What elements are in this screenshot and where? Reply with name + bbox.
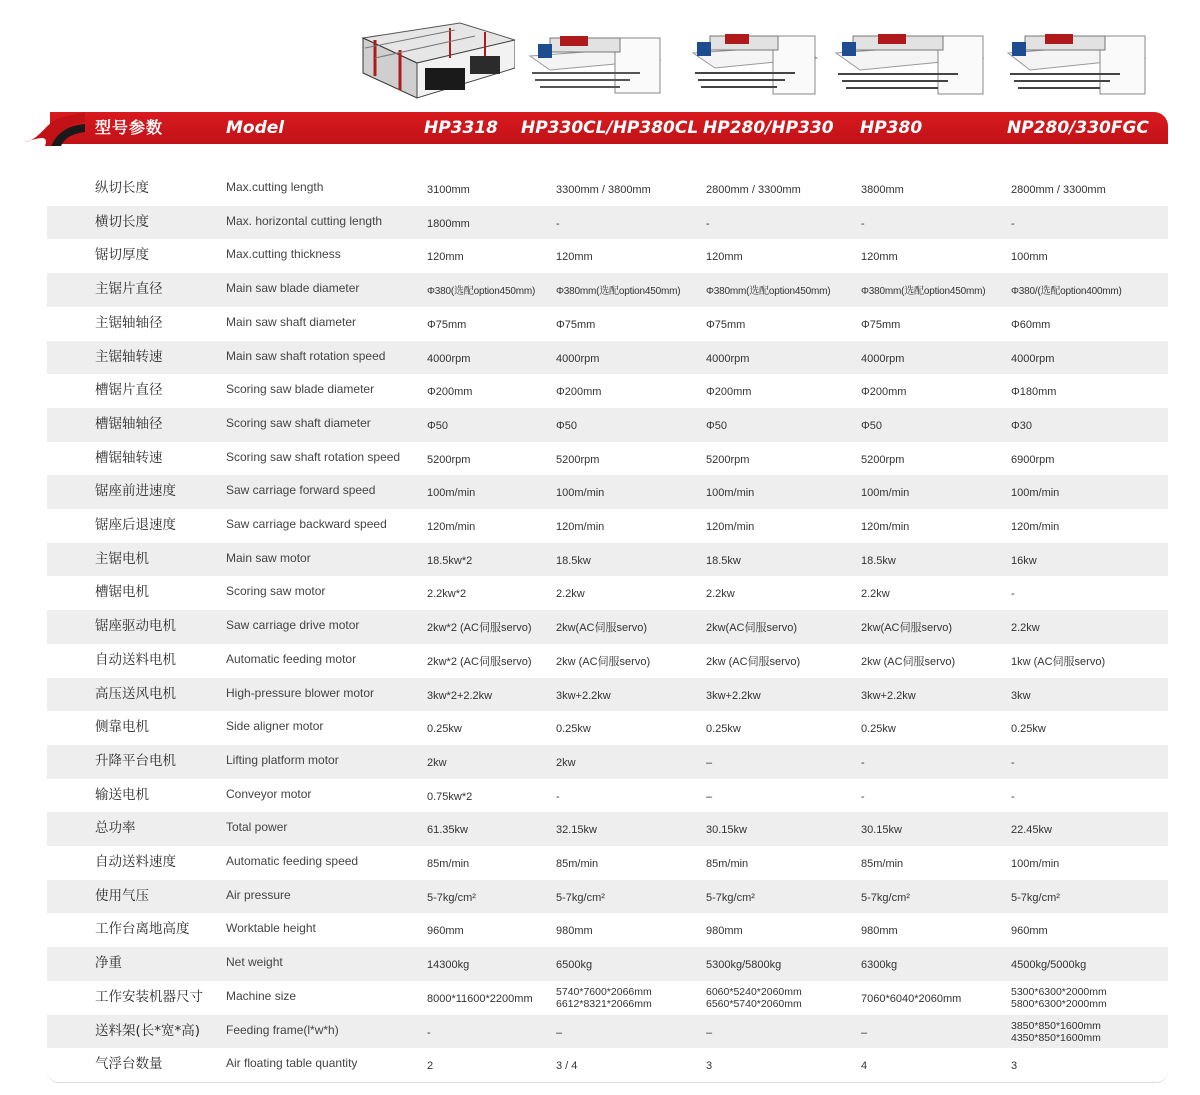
param-name-en: Machine size [226, 988, 297, 1003]
spec-value: 100m/min [861, 487, 910, 500]
spec-value: 980mm [861, 925, 898, 938]
spec-value: Φ60mm [1011, 318, 1051, 331]
param-name-zh: 槽锯轴转速 [95, 449, 163, 466]
spec-value: Φ200mm [861, 386, 907, 399]
spec-value: 120mm [556, 251, 593, 264]
spec-value: 85m/min [556, 858, 599, 870]
spec-value: 3kw+2.2kw [706, 689, 761, 702]
spec-value: 6900rpm [1011, 453, 1055, 466]
param-name-en: Main saw shaft diameter [226, 314, 357, 329]
spec-value: 14300kg [427, 959, 470, 972]
spec-value: 5-7kg/cm² [427, 891, 476, 904]
spec-value: 8000*11600*2200mm [427, 992, 533, 1005]
spec-value: 2kw(AC伺服servo) [861, 622, 953, 635]
spec-value: Φ200mm [706, 386, 752, 399]
spec-value: 5200rpm [427, 453, 471, 466]
spec-value: - [861, 790, 865, 803]
spec-value: Φ200mm [556, 386, 602, 399]
spec-value: 6500kg [556, 959, 593, 972]
spec-table [47, 172, 1168, 1083]
spec-value: 5-7kg/cm² [706, 891, 755, 904]
spec-value: 2kw*2 (AC伺服servo) [427, 655, 532, 668]
param-name-en: Automatic feeding motor [226, 651, 357, 666]
table-row [47, 678, 1168, 712]
spec-value: 18.5kw [861, 554, 896, 567]
spec-value: 0.25kw [861, 723, 896, 736]
param-name-en: Net weight [226, 955, 283, 970]
spec-value: Φ380(选配option450mm) [427, 286, 536, 298]
spec-value: 2kw(AC伺服servo) [706, 622, 798, 635]
spec-value: - [1011, 588, 1015, 601]
param-name-zh: 工作安装机器尺寸 [95, 988, 203, 1005]
spec-value: Φ380mm(选配option450mm) [861, 286, 986, 298]
spec-value: 4 [861, 1060, 868, 1073]
param-name-en: Max. horizontal cutting length [226, 213, 383, 228]
spec-value: 100mm [1011, 251, 1048, 264]
param-name-zh: 锯座驱动电机 [95, 618, 176, 635]
param-name-zh: 总功率 [95, 820, 136, 837]
param-name-en: Air pressure [226, 887, 291, 902]
spec-value: 120m/min [427, 521, 476, 533]
spec-value: 18.5kw [706, 554, 741, 567]
spec-value: – [556, 1026, 563, 1039]
spec-value: 2800mm / 3300mm [706, 184, 801, 196]
header-model-hp380: HP380 [860, 118, 923, 138]
param-name-zh: 高压送风电机 [95, 685, 176, 702]
spec-value: – [861, 1026, 868, 1039]
param-name-zh: 使用气压 [95, 887, 149, 904]
param-name-en: Main saw blade diameter [226, 281, 360, 296]
machine-photo-hp380 [828, 18, 993, 106]
param-name-en: Scoring saw blade diameter [226, 382, 375, 397]
spec-value: - [427, 1026, 431, 1039]
spec-value: 5200rpm [556, 453, 600, 466]
spec-value: 2.2kw [1011, 622, 1040, 635]
spec-value: 30.15kw [706, 824, 747, 837]
param-name-en: Feeding frame(l*w*h) [226, 1022, 339, 1037]
param-name-zh: 侧靠电机 [95, 719, 149, 736]
spec-value: Φ380mm(选配option450mm) [556, 286, 681, 298]
spec-value: 100m/min [706, 487, 755, 500]
machine-photo-hp3318 [355, 18, 515, 106]
model-header-band [0, 112, 1200, 144]
spec-value: 4000rpm [1011, 352, 1055, 365]
spec-value: 3kw [1011, 689, 1031, 702]
spec-value: 2 [427, 1060, 434, 1073]
param-name-zh: 主锯电机 [95, 550, 149, 567]
spec-value: 61.35kw [427, 824, 468, 837]
param-name-zh: 升降平台电机 [95, 752, 176, 769]
spec-value: Φ50 [861, 419, 883, 432]
table-row [47, 543, 1168, 577]
header-model-hp330cl: HP330CL/HP380CL [521, 118, 699, 138]
param-name-zh: 主锯片直径 [95, 281, 163, 298]
table-row [47, 273, 1168, 307]
param-name-zh: 锯座前进速度 [95, 483, 176, 500]
spec-value: 120mm [861, 251, 898, 264]
table-row [47, 644, 1168, 678]
spec-value: 960mm [427, 925, 464, 938]
spec-value: Φ75mm [427, 318, 467, 331]
spec-value: 5300*6300*2000mm 5800*6300*2000mm [1011, 985, 1107, 1010]
spec-value: 100m/min [1011, 858, 1060, 870]
spec-value: - [861, 217, 865, 230]
table-row [47, 239, 1168, 273]
spec-value: 2800mm / 3300mm [1011, 184, 1106, 196]
spec-value: 2kw (AC伺服servo) [706, 655, 801, 668]
spec-value: - [556, 217, 560, 230]
param-name-en: Side aligner motor [226, 719, 324, 734]
spec-value: 5-7kg/cm² [861, 891, 910, 904]
param-name-zh: 槽锯轴轴径 [95, 415, 163, 432]
table-row [47, 408, 1168, 442]
spec-value: - [706, 217, 710, 230]
spec-value: 32.15kw [556, 824, 597, 837]
spec-value: - [1011, 756, 1015, 769]
spec-value: 5-7kg/cm² [1011, 891, 1060, 904]
header-title-en: Model [226, 118, 285, 138]
param-name-en: Max.cutting thickness [226, 247, 341, 262]
param-name-en: Main saw motor [226, 550, 311, 565]
spec-value: - [1011, 217, 1015, 230]
spec-value: 2kw (AC伺服servo) [556, 655, 651, 668]
param-name-zh: 净重 [95, 955, 122, 972]
spec-value: 16kw [1011, 554, 1037, 567]
param-name-zh: 送料架(长*宽*高) [95, 1022, 201, 1039]
spec-value: Φ200mm [427, 386, 473, 399]
spec-value: 120m/min [1011, 521, 1060, 533]
spec-value: 18.5kw*2 [427, 554, 473, 567]
param-name-en: Saw carriage backward speed [226, 517, 387, 531]
spec-value: 100m/min [1011, 487, 1060, 500]
param-name-zh: 槽锯电机 [95, 584, 149, 601]
table-row [47, 509, 1168, 543]
table-row [47, 745, 1168, 779]
header-model-np280: NP280/330FGC [1007, 118, 1149, 138]
table-row [47, 442, 1168, 476]
param-name-en: Total power [226, 820, 288, 835]
param-name-zh: 输送电机 [95, 786, 149, 803]
spec-value: Φ30 [1011, 419, 1033, 432]
header-model-hp280: HP280/HP330 [703, 118, 834, 138]
param-name-en: Saw carriage drive motor [226, 618, 360, 633]
table-row [47, 880, 1168, 914]
spec-value: 120m/min [556, 521, 605, 533]
table-row [47, 206, 1168, 240]
spec-value: – [706, 1026, 713, 1039]
spec-value: 980mm [556, 925, 593, 938]
spec-value: 30.15kw [861, 824, 902, 837]
param-name-en: Scoring saw shaft diameter [226, 415, 371, 430]
param-name-en: Lifting platform motor [226, 752, 339, 767]
spec-value: 2kw*2 (AC伺服servo) [427, 622, 532, 635]
spec-value: 3 [1011, 1060, 1018, 1073]
spec-value: Φ75mm [556, 318, 596, 331]
spec-value: 2kw (AC伺服servo) [861, 655, 956, 668]
table-row [47, 374, 1168, 408]
spec-value: 0.25kw [1011, 723, 1046, 736]
spec-value: 22.45kw [1011, 824, 1052, 837]
spec-value: 4000rpm [427, 352, 471, 365]
table-row [47, 711, 1168, 745]
param-name-en: Scoring saw motor [226, 584, 326, 599]
spec-value: 3 [706, 1060, 713, 1073]
spec-value: - [556, 790, 560, 803]
spec-value: 85m/min [861, 858, 904, 870]
param-name-zh: 主锯轴转速 [95, 348, 163, 365]
brand-swoosh-icon [25, 112, 85, 146]
param-name-zh: 主锯轴轴径 [95, 314, 163, 331]
param-name-en: Main saw shaft rotation speed [226, 348, 386, 363]
spec-value: 5-7kg/cm² [556, 891, 605, 904]
spec-value: 7060*6040*2060mm [861, 992, 962, 1005]
table-row [47, 981, 1168, 1015]
table-row [47, 172, 1168, 206]
spec-value: Φ50 [706, 419, 728, 432]
spec-value: 100m/min [556, 487, 605, 500]
param-name-zh: 锯切厚度 [95, 247, 149, 264]
spec-value: 120m/min [706, 521, 755, 533]
spec-value: 6300kg [861, 959, 898, 972]
table-row [47, 307, 1168, 341]
spec-value: 100m/min [427, 487, 476, 500]
spec-value: 85m/min [427, 858, 470, 870]
spec-value: 3 / 4 [556, 1060, 578, 1073]
param-name-zh: 气浮台数量 [95, 1056, 163, 1073]
spec-value: 980mm [706, 925, 743, 938]
param-name-zh: 自动送料电机 [95, 651, 176, 668]
table-row [47, 779, 1168, 813]
spec-value: 4000rpm [556, 352, 600, 365]
spec-value: 85m/min [706, 858, 749, 870]
spec-value: 5300kg/5800kg [706, 959, 782, 972]
param-name-zh: 自动送料速度 [95, 854, 176, 870]
header-title-zh: 型号参数 [95, 118, 164, 137]
spec-value: 6060*5240*2060mm 6560*5740*2060mm [706, 985, 802, 1010]
table-row [47, 576, 1168, 610]
spec-value: – [706, 756, 713, 769]
spec-value: 1800mm [427, 217, 470, 230]
spec-value: 4500kg/5000kg [1011, 959, 1087, 972]
table-row [47, 846, 1168, 880]
spec-value: 2.2kw [556, 588, 585, 601]
spec-value: 2kw [427, 756, 447, 769]
spec-value: 120mm [427, 251, 464, 264]
param-name-en: Scoring saw shaft rotation speed [226, 449, 401, 464]
spec-value: 5200rpm [861, 453, 905, 466]
spec-value: 2kw [556, 756, 576, 769]
spec-value: 120m/min [861, 521, 910, 533]
spec-value: 960mm [1011, 925, 1048, 938]
spec-value: 0.25kw [556, 723, 591, 736]
param-name-en: High-pressure blower motor [226, 685, 375, 700]
spec-value: 5200rpm [706, 453, 750, 466]
table-row [47, 913, 1168, 947]
spec-value: Φ50 [427, 419, 449, 432]
param-name-en: Conveyor motor [226, 786, 312, 801]
header-model-hp3318: HP3318 [424, 118, 499, 138]
table-row [47, 475, 1168, 509]
spec-value: 0.75kw*2 [427, 790, 473, 803]
spec-value: 2kw(AC伺服servo) [556, 622, 648, 635]
param-name-zh: 纵切长度 [95, 180, 149, 196]
param-name-en: Saw carriage forward speed [226, 483, 376, 498]
spec-value: Φ75mm [706, 318, 746, 331]
spec-value: 2.2kw*2 [427, 588, 467, 601]
param-name-en: Air floating table quantity [226, 1056, 358, 1071]
machine-photo-hp330cl [520, 18, 668, 106]
spec-value: 3kw+2.2kw [556, 689, 611, 702]
param-name-en: Automatic feeding speed [226, 854, 359, 868]
spec-value: 0.25kw [706, 723, 741, 736]
machine-photo-hp280 [685, 18, 825, 106]
spec-value: Φ50 [556, 419, 578, 432]
spec-value: 120mm [706, 251, 743, 264]
spec-value: – [706, 790, 713, 803]
param-name-en: Max.cutting length [226, 180, 324, 194]
param-name-zh: 槽锯片直径 [95, 382, 163, 399]
spec-value: 3300mm / 3800mm [556, 184, 651, 196]
spec-value: - [861, 756, 865, 769]
spec-value: 0.25kw [427, 723, 462, 736]
spec-value: 3850*850*1600mm 4350*850*1600mm [1011, 1019, 1101, 1044]
table-row [47, 812, 1168, 846]
spec-value: 2.2kw [706, 588, 735, 601]
spec-value: 2.2kw [861, 588, 890, 601]
machine-photo-np280 [1000, 18, 1155, 106]
machine-photos [0, 18, 1200, 108]
table-row [47, 1048, 1168, 1082]
spec-value: Φ380mm(选配option450mm) [706, 286, 831, 298]
spec-value: 3100mm [427, 184, 470, 196]
spec-value: 3kw+2.2kw [861, 689, 916, 702]
spec-value: 4000rpm [861, 352, 905, 365]
table-row [47, 610, 1168, 644]
param-name-zh: 横切长度 [95, 213, 149, 230]
spec-value: 3800mm [861, 184, 904, 196]
param-name-zh: 工作台离地高度 [95, 921, 190, 938]
spec-value: - [1011, 790, 1015, 803]
spec-value: 4000rpm [706, 352, 750, 365]
spec-value: 18.5kw [556, 554, 591, 567]
table-row [47, 1015, 1168, 1049]
spec-value: 3kw*2+2.2kw [427, 689, 493, 702]
spec-value: 5740*7600*2066mm 6612*8321*2066mm [556, 985, 652, 1010]
spec-value: Φ75mm [861, 318, 901, 331]
spec-value: 1kw (AC伺服servo) [1011, 655, 1106, 668]
table-row [47, 947, 1168, 981]
param-name-zh: 锯座后退速度 [95, 517, 176, 533]
spec-value: Φ380/(选配option400mm) [1011, 286, 1122, 298]
spec-value: Φ180mm [1011, 386, 1057, 399]
table-row [47, 341, 1168, 375]
param-name-en: Worktable height [226, 921, 316, 936]
